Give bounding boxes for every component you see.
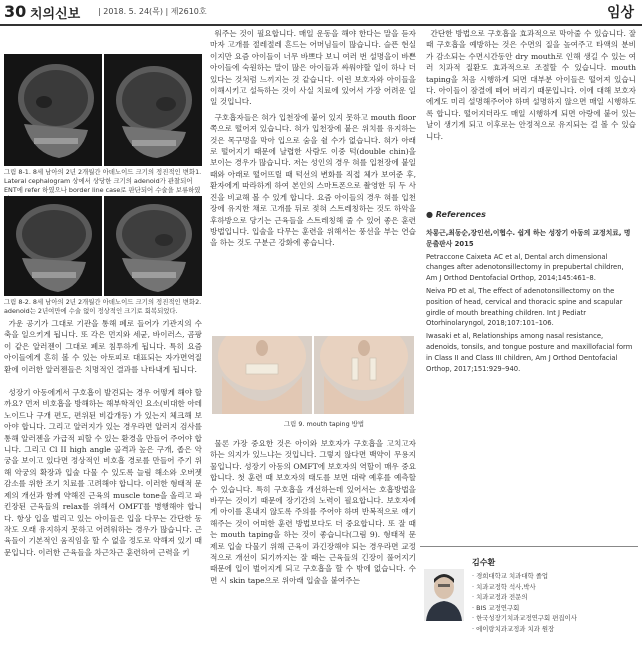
paragraph: 간단한 방법으로 구호흡을 효과적으로 막아줄 수 있습니다. 잘 때 구호흡을 예방하는 것은 수면의 질을 높여주고 타액의 분비가 감소되는 수면시간동안 dry mouth로 인해 생길 수 있는 여러 치과적 질환도 효과적으로 조절할 수 있습니다. mouth taping을 처음 시행하게 되면 대부분 아이들은 떨어져 있습니다. 아이들이 잠결에 떼어 버리기 때문입니다. 이에 대해 보호자에게도 미리 설명해주어야 하며 설명하지 않으면 매일 시행하도록 합니다. 떨어지더라도 매일 시행하게 되면 아랑에 붙어 있는 날이 생기게 되고 이후로는 안정적으로 유지되는 걸 볼 수 있습니다. [426,29,636,141]
column-1-text [4,318,202,658]
xray-skull-icon [104,196,202,296]
masthead [0,0,642,26]
figure2-caption: 그림 8-2. 8세 남아의 2년 2개월간 아데노이드 크기의 정진적인 변화2. adenoid는 2년여만에 수술 없이 정상적인 크기로 회복되었다. [4,298,202,315]
figure3-caption: 그림 9. mouth taping 방법 [284,420,365,428]
xray-image-row2-left [4,196,102,296]
mouth-taping-photo-left [212,336,312,414]
reference-item: 차롱근,최동순,장인선,이협수. 쉽게 하는 성장기 아동의 교정치료, 명문출판사 2015 [426,229,631,248]
credential-item: · 치과교정학 석사,박사 [472,582,536,591]
publication-name: 치의신보 [30,7,81,22]
credential-item: · 에이랑치과교정과 치과 원장 [472,624,555,633]
masthead-rule [0,24,642,26]
credential-item: · BIS 교정연구회 [472,603,520,612]
reference-item: Iwasaki et al, Relationships among nasal resistance, adenoids, tonsils, and tongue posture and maxillofacial form in Class II and Class III children, Am J Orthod Dentofacial Orthop, 2017;151:929–940. [426,332,633,373]
references-heading: ● References [426,210,486,219]
paragraph: 물론 가장 중요한 것은 아이와 보호자가 구호흡을 고치고자 하는 의지가 있느냐는 것입니다. 그렇지 않다면 백약이 무용지물입니다. 성장기 아동의 OMFT에 보호자의 역할이 매우 중요합니다. 첫 훈련 때 보호자의 태도를 보면 대략 예후를 예측할 수 있습니다. 특히 구호흡을 개선하는데 있어서는 호흡방법을 바꾸는 것이기 때문에 장기간의 노력이 필요합니다. 보호자에게 아이를 혼내지 않도록 주의를 주어야 하며 반복적으로 얘기해주는 것이 어떠한 훈련 방법보다도 더 중요합니다. 또 잘 때는 mouth taping을 하는 것이 좋습니다(그림 9). 형태적 문제로 입술 다물기 위해 근육이 과긴장해야 되는 경우라면 교정적으로 개선이 되기까지는 잘 때는 근육들의 긴장이 풀어지기 때문에 입이 벌어지게 되고 구호흡을 할 수 밖에 없습니다. 수면 시 skin tape으로 위아래 입술을 붙여주는 [210,439,416,585]
references-list [426,228,636,530]
column-2-text-top [210,28,416,330]
paragraph: 성장기 아동에게서 구호흡이 발견되는 경우 어떻게 해야 할까요? 먼저 비호흡을 방해하는 해부학적인 요소(비대한 아데노이드나 구개 편도, 편위된 비갑개등) 가 있는지 체크해 보아야 합니다. 그리고 알러지가 있는 경우라면 알러지 검사를 통해 알러젠을 가급적 피할 수 있는 환경을 만들어 주어야 합니다. 그리고 Cl II high angle 골격과 높은 구개, 좁은 악궁을 보이고 있다면 정상적인 비호흡 경로를 만들어 주기 위해 악궁의 확장과 입술 다물 수 있도록 늘림 해소와 오버젯 감소를 위한 조기 치료를 고려해야 합니다. 이러한 형태적 문제의 개선과 함께 약해진 근육의 muscle tone을 올리고 파킨장된 근육들의 relax를 위해서 OMFT를 병행해야 합니다. 항상 입을 벌리고 있는 아이들은 입을 다무는 간단한 동작도 오래 유지하지 못하고 어려워하는 경우가 많습니다. 근육들이 기본적인 움직임을 할 수 없을 정도로 약해져 있기 때문입니다. 이러한 근육들을 차근차근 훈련하여 근력을 키 [4,388,202,557]
xray-skull-icon [4,196,102,296]
author-photo [424,569,464,621]
reference-item: Petraccone Caixeta AC et al, Dental arch dimensional changes after adenotonsillectomy in prepubertal children, Am J Orthod Dentofacial Orthop, 2014;145:461–8. [426,252,624,283]
figure1-caption: 그림 8-1. 8세 남아의 2년 2개월간 아데노이드 크기의 정진적인 변화1. Lateral cephalogram 상에서 상당한 크기의 adenoid가 관찰되어 ENT에 refer 하였으나 border line case로 판단되어 수술을 보류하였 [4,168,202,194]
mouth-taping-photo-right [314,336,414,414]
paragraph: 구호흡자들은 혀가 입천장에 붙어 있지 못하고 mouth floor 쪽으로 떨어져 있습니다. 혀가 입천장에 붙은 위치를 유지하는 것은 목구멍을 막아 입으로 숨을 쉴 수가 없습니다. 혀가 아래로 떨어지기 때문에 날렵한 사람도 이중 턱(double chin)을 보이는 경우가 많습니다. 저는 성인의 경우 혀를 입천장에 붙일 때와 아래로 떨어뜨릴 때 턱선의 변화를 직접 체가 보여준 후, 환자에게 따라하게 하여 본인의 스마트폰으로 촬영한 뒤 두 사진을 비교해 볼 수 있게 합니다. 요즘 아이들의 경우 혀를 입천장에 유지한 채로 고개를 뒤로 젖혀 스트레칭하는 것도 하악을 후하방으로 당기는 근육들을 스트레칭해 줄 수 있어 좋은 훈련 방법입니다. 입술을 다무는 훈련을 위해서는 풍선을 부는 연습을 하는 것도 구분근 강화에 좋습니다. [210,112,416,248]
credential-item: · 치과교정과 전문의 [472,593,528,602]
column-2-text-bottom [210,438,416,658]
paragraph: 워주는 것이 필요합니다. 매일 운동을 해야 한다는 말을 듣자마자 고개를 절레절레 흔드는 어머님들이 많습니다. 슬픈 현실이지만 요즘 아이들이 너무 바쁘다 보니 여러 번 설명을이 바쁜 아이들에 숙원하는 말이 많은 아이들과 싸워야할 일이 하나 더 있다는 것처럼 느끼지는 것 같습니다. 이런 보호자와 아이들을 이해시키고 설득하는 것이 사실 치료에 있어서 가장 어려운 일일 것입니다. [210,29,416,107]
page-number: 30 [4,2,27,21]
author-box [420,546,638,658]
author-name: 김수환 [472,558,496,567]
face-icon [314,336,414,414]
reference-item: Neiva PD et al, The effect of adenotonsillectomy on the position of head, cervical and thoracic spine and scapular girdle of mouth breathing children. Int J Pediatr Otorhinolaryngol, 2018;107:101–106. [426,286,623,328]
column-3-text [426,28,636,204]
paragraph: 가운 공기가 그대로 기관을 통해 폐로 들어가 기관지의 수축을 일으키게 됩니다. 또 각은 먼지와 세균, 바이러스, 곰팡이 같은 알러젠이 그대로 폐로 침투하게 됩니다. 특히 요즘 아이들에게 흔히 볼 수 있는 아토피로 대표되는 자가면역질환에 이러한 알러젠들은 치명적인 결과를 나타내게 됩니다. [4,319,202,374]
author-credentials [472,571,577,635]
credential-item: · 한국성장기치과교정연구회 편집이사 [472,614,577,623]
xray-image-row2-right [104,196,202,296]
xray-image-row1-right [104,54,202,166]
issue-meta: | 2018. 5. 24(목) | 제2610호 [98,7,207,16]
xray-skull-icon [104,54,202,166]
xray-skull-icon [4,54,102,166]
xray-image-row1-left [4,54,102,166]
person-icon [424,569,464,621]
face-icon [212,336,312,414]
bullet-icon: ● [426,210,436,219]
section-label: 임상 [606,5,634,21]
credential-item: · 경희대학교 치과대학 졸업 [472,572,549,580]
